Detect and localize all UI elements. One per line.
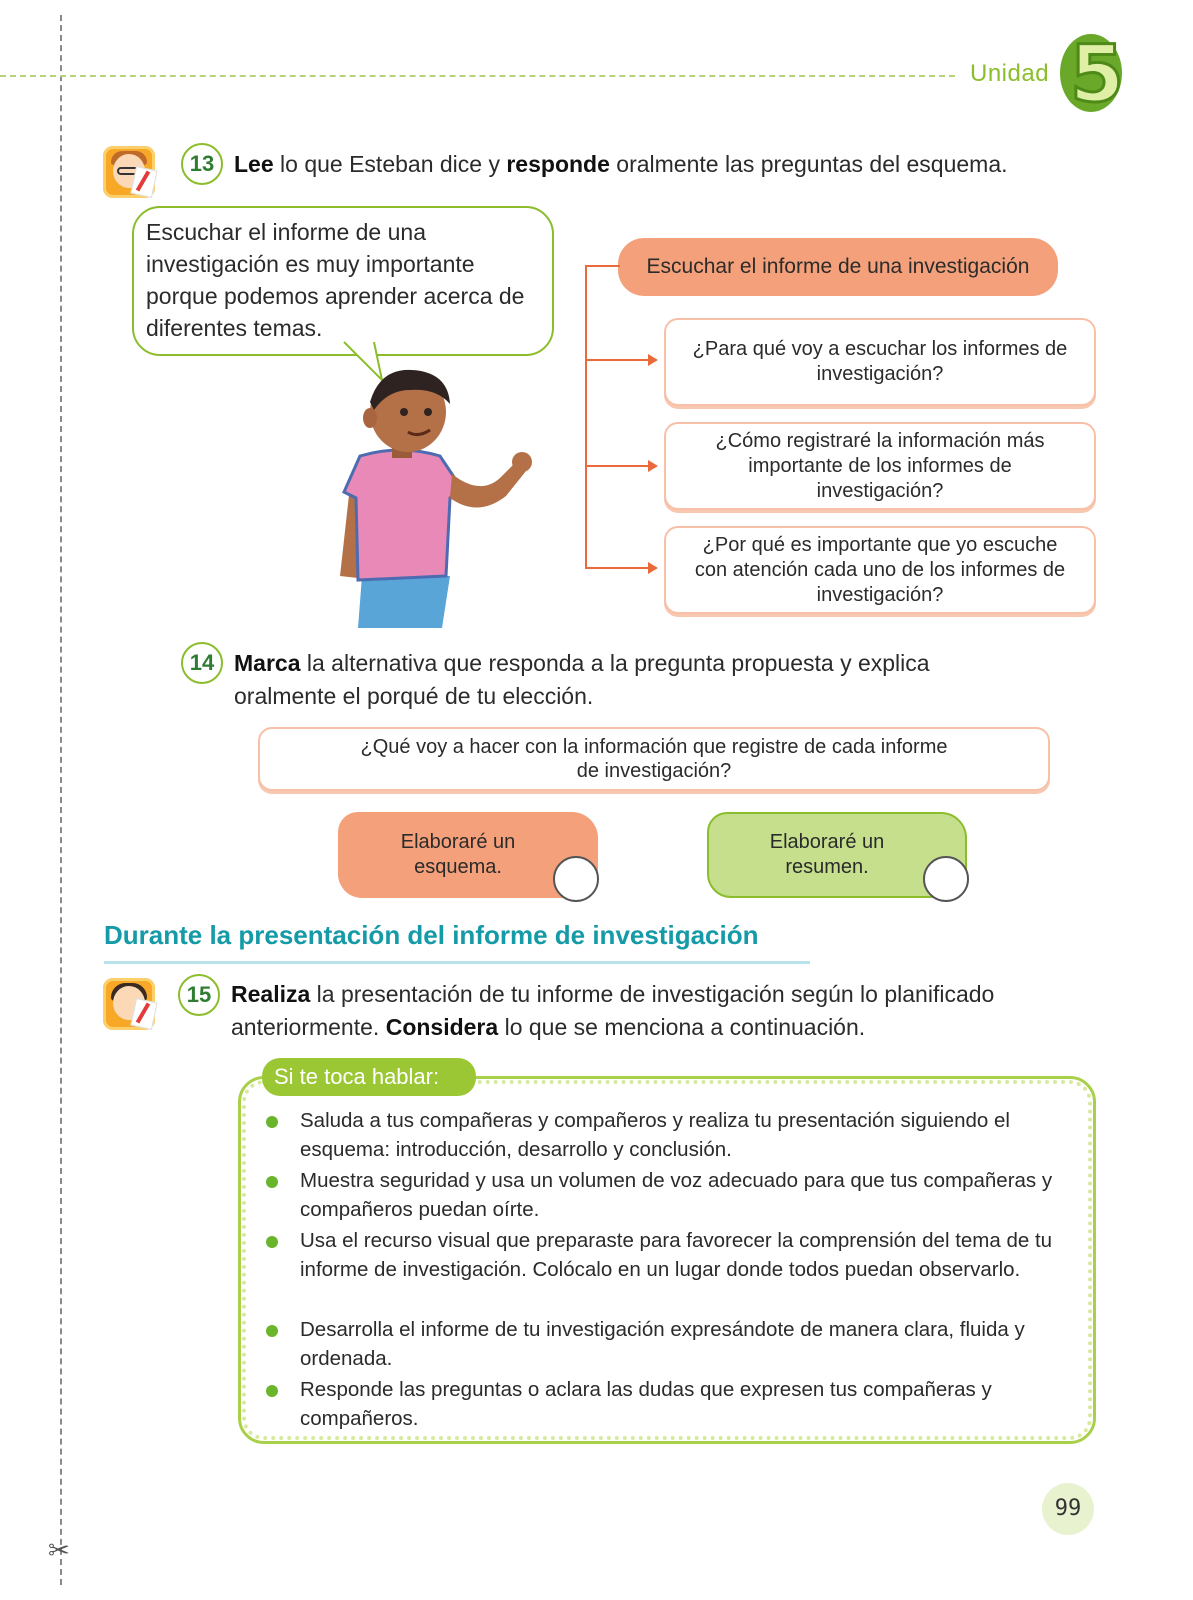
tip-bullet [266, 1176, 278, 1188]
scheme-question-2: ¿Cómo registraré la información más importante de los informes de investigación? [664, 422, 1096, 510]
esteban-illustration [300, 366, 550, 628]
tips-title: Si te toca hablar: [262, 1058, 476, 1096]
activity-14-question: ¿Qué voy a hacer con la información que registre de cada informe de investigación? [258, 727, 1050, 791]
tip-item-5: Responde las preguntas o aclara las dudas que expresen tus compañeras y compañeros. [300, 1378, 992, 1430]
tip-bullet [266, 1236, 278, 1248]
tip-item-3: Usa el recurso visual que preparaste para favorecer la comprensión del tema de tu informe de investigación. Colócalo en un lugar donde todos puedan observarlo. [300, 1229, 1053, 1281]
tip-bullet [266, 1385, 278, 1397]
header-divider [0, 75, 955, 77]
tip-item-1: Saluda a tus compañeras y compañeros y realiza tu presentación siguiendo el esquema: introducción, desarrollo y conclusión. [300, 1109, 1010, 1161]
scheme-question-3: ¿Por qué es importante que yo escuche con atención cada uno de los informes de investigación? [664, 526, 1096, 614]
activity-15-instruction: Realiza la presentación de tu informe de investigación según lo planificado anteriormente. Considera lo que se menciona a continuación. [231, 981, 995, 1040]
page-number: 99 [1054, 1496, 1082, 1521]
activity-number-13: 13 [181, 143, 223, 185]
scheme-question-1: ¿Para qué voy a escuchar los informes de investigación? [664, 318, 1096, 406]
unit-number: 5 [1069, 30, 1125, 120]
girl-writing-icon [103, 978, 155, 1030]
option-resumen-checkbox[interactable] [923, 856, 969, 902]
section-underline [104, 961, 810, 964]
scheme-root: Escuchar el informe de una investigación [618, 238, 1058, 296]
cut-line [60, 15, 62, 1585]
activity-13-instruction: Lee lo que Esteban dice y responde oralmente las preguntas del esquema. [234, 151, 1008, 177]
option-esquema-checkbox[interactable] [553, 856, 599, 902]
tip-item-2: Muestra seguridad y usa un volumen de voz adecuado para que tus compañeras y compañeros puedan oírte. [300, 1169, 1053, 1221]
activity-14-instruction: Marca la alternativa que responda a la pregunta propuesta y explica oralmente el porqué de tu elección. [234, 650, 930, 709]
speech-bubble: Escuchar el informe de una investigación es muy importante porque podemos aprender acerca de diferentes temas. [132, 206, 554, 356]
section-title: Durante la presentación del informe de investigación [104, 920, 759, 950]
activity-number-14: 14 [181, 642, 223, 684]
boy-reading-icon [103, 146, 155, 198]
scissors-icon: ✂ [48, 1535, 70, 1565]
tip-bullet [266, 1325, 278, 1337]
unit-label: Unidad [970, 60, 1050, 87]
option-resumen[interactable]: Elaboraré un resumen. [707, 812, 967, 898]
tip-item-4: Desarrolla el informe de tu investigación expresándote de manera clara, fluida y ordenada. [300, 1318, 1025, 1370]
option-esquema[interactable]: Elaboraré un esquema. [338, 812, 598, 898]
tip-bullet [266, 1116, 278, 1128]
activity-number-15: 15 [178, 974, 220, 1016]
scheme-connectors [580, 262, 664, 574]
